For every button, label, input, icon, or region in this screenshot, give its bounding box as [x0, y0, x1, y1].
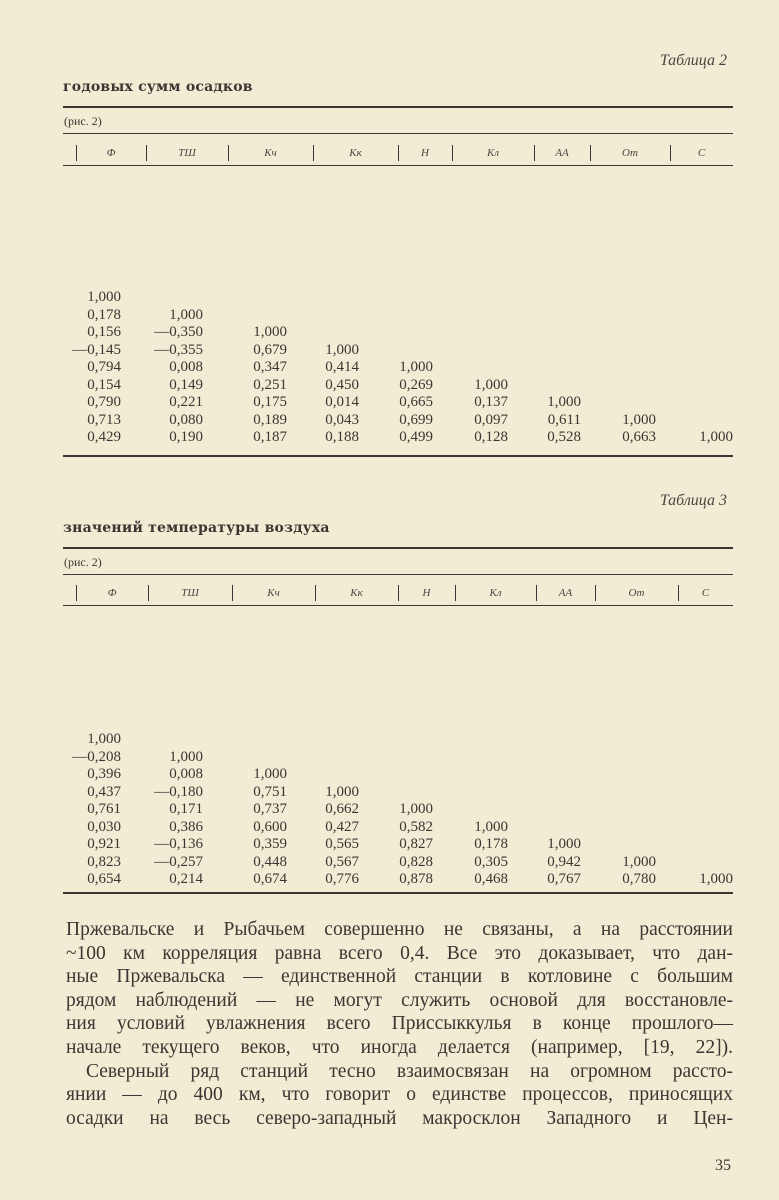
table-cell: 0,611	[547, 411, 581, 428]
table-cell: 0,030	[87, 818, 121, 835]
table-cell: 1,000	[87, 731, 121, 747]
table-cell: 0,662	[325, 801, 359, 817]
table-cell: 0,008	[169, 359, 203, 375]
table-cell: 0,663	[622, 429, 656, 445]
table2-header-rule	[63, 165, 733, 166]
table-cell: 0,171	[169, 801, 203, 817]
page-number: 35	[715, 1157, 731, 1174]
table-cell: 0,921	[87, 836, 121, 852]
table-cell: 0,178	[474, 836, 508, 852]
table-cell: 0,468	[474, 871, 508, 887]
table-cell: 1,000	[399, 801, 433, 817]
table-cell: 0,137	[474, 394, 508, 410]
column-header: АА	[555, 147, 569, 159]
table-cell: 0,429	[87, 429, 121, 445]
table-cell: —0,355	[154, 341, 203, 358]
table-cell: 0,674	[253, 871, 287, 887]
column-header: Кл	[486, 147, 500, 159]
text-line: ния условий увлажнения всего Приссыккулья в конце прошлого—	[66, 1013, 733, 1035]
table-cell: 1,000	[325, 783, 359, 800]
table-cell: 0,780	[622, 871, 656, 887]
table2-title: годовых сумм осадков	[63, 79, 253, 95]
table-cell: 0,823	[87, 853, 121, 870]
text-line: ~100 км корреляция равна всего 0,4. Все это доказывает, что дан-	[66, 942, 733, 964]
table-cell: —0,208	[72, 748, 121, 765]
table-cell: 1,000	[622, 411, 656, 428]
table-cell: 0,600	[253, 818, 287, 835]
table-cell: —0,145	[72, 341, 121, 358]
table-cell: 0,269	[399, 376, 433, 393]
table-cell: 1,000	[169, 306, 203, 323]
table-cell: 0,450	[325, 376, 359, 393]
table-cell: 0,154	[87, 376, 121, 393]
table2-caption: Таблица 2	[659, 52, 727, 69]
table-cell: 1,000	[253, 324, 287, 340]
table-cell: 1,000	[253, 766, 287, 782]
table-cell: 0,014	[325, 394, 359, 410]
table-cell: 1,000	[474, 818, 508, 835]
table3-title: значений температуры воздуха	[63, 520, 330, 536]
table-cell: 0,386	[169, 818, 203, 835]
table-cell: 0,097	[474, 411, 508, 428]
table-cell: 0,767	[547, 871, 581, 887]
table-cell: 1,000	[87, 289, 121, 305]
table-cell: 0,190	[169, 429, 203, 445]
column-header: Ф	[106, 147, 116, 159]
table-cell: 0,414	[325, 359, 359, 375]
table-cell: 0,008	[169, 766, 203, 782]
table-cell: 0,713	[87, 411, 121, 428]
table-cell: 0,156	[87, 324, 121, 340]
column-header: Кк	[350, 587, 363, 599]
table-cell: 0,679	[253, 341, 287, 358]
table-cell: 0,214	[169, 871, 203, 887]
table-cell: 0,942	[547, 853, 581, 870]
table-cell: 1,000	[325, 341, 359, 358]
text-line: Пржевальске и Рыбачьем совершенно не связаны, а на расстоянии	[66, 919, 733, 940]
column-header: Кк	[349, 147, 362, 159]
text-line: осадки на весь северо-западный макросклон Западного и Цен-	[66, 1107, 733, 1129]
table-cell: 0,737	[253, 801, 287, 817]
table-cell: 0,427	[325, 818, 359, 835]
table2-top-rule	[63, 106, 733, 108]
table-cell: 1,000	[699, 429, 733, 445]
table-cell: 1,000	[699, 871, 733, 887]
table-cell: —0,136	[154, 836, 203, 852]
table-cell: 0,149	[169, 376, 203, 393]
column-header: Ф	[107, 587, 117, 599]
table-cell: 0,448	[253, 853, 287, 870]
table-cell: 0,187	[253, 429, 287, 445]
table-cell: 0,499	[399, 429, 433, 445]
table-cell: —0,257	[154, 853, 203, 870]
column-header: От	[628, 587, 645, 599]
table-cell: —0,180	[154, 783, 203, 800]
column-header: АА	[558, 587, 573, 599]
table-cell: 0,790	[87, 394, 121, 410]
table-cell: 1,000	[547, 394, 581, 410]
column-header: ТШ	[181, 587, 199, 599]
table3-rule	[63, 574, 733, 575]
table-cell: 0,827	[399, 836, 433, 852]
column-header: Кч	[267, 587, 280, 599]
table2-bottom-rule	[63, 455, 733, 457]
table-cell: —0,350	[154, 324, 203, 340]
table-cell: 0,699	[399, 411, 433, 428]
table-cell: 1,000	[474, 376, 508, 393]
column-header: Кл	[489, 587, 502, 599]
table-cell: 0,189	[253, 411, 287, 428]
table-cell: 0,221	[169, 394, 203, 410]
table-cell: 0,761	[87, 801, 121, 817]
table-cell: 0,305	[474, 853, 508, 870]
table-cell: 0,437	[87, 783, 121, 800]
text-line: ные Пржевальска — единственной станции в котловине с большим	[66, 966, 733, 988]
table2-rule	[63, 133, 733, 134]
table-cell: 0,794	[87, 359, 121, 375]
table3-caption: Таблица 3	[659, 492, 727, 509]
table-cell: 0,043	[325, 411, 359, 428]
table-cell: 0,828	[399, 853, 433, 870]
column-header: С	[701, 587, 710, 599]
table-cell: 0,878	[399, 871, 433, 887]
table-cell: 0,528	[547, 429, 581, 445]
table-cell: 0,359	[253, 836, 287, 852]
column-header: Н	[422, 587, 431, 599]
table-cell: 0,251	[253, 376, 287, 393]
text-line: рядом наблюдений — не могут служить основой для восстановле-	[66, 989, 733, 1011]
column-header: ТШ	[178, 147, 196, 159]
table3-top-rule	[63, 547, 733, 549]
table-cell: 0,567	[325, 853, 359, 870]
column-header: Н	[421, 147, 429, 159]
table-cell: 0,751	[253, 783, 287, 800]
table-cell: 0,565	[325, 836, 359, 852]
table-cell: 0,080	[169, 411, 203, 428]
column-header: От	[622, 147, 638, 159]
table-cell: 0,188	[325, 429, 359, 445]
table-cell: 0,347	[253, 359, 287, 375]
text-line: Северный ряд станций тесно взаимосвязан на огромном рассто-	[86, 1060, 733, 1082]
table-cell: 1,000	[399, 359, 433, 375]
table-cell: 1,000	[169, 748, 203, 765]
text-line: янии — до 400 км, что говорит о единстве процессов, приносящих	[66, 1084, 733, 1106]
table3-bottom-rule	[63, 892, 733, 894]
table3-subcaption: (рис. 2)	[64, 555, 102, 569]
table-cell: 0,776	[325, 871, 359, 887]
table3-header-rule	[63, 605, 733, 606]
table-cell: 0,582	[399, 818, 433, 835]
table-cell: 0,178	[87, 306, 121, 323]
column-header: Кч	[264, 147, 277, 159]
table-cell: 0,665	[399, 394, 433, 410]
table-cell: 0,654	[87, 871, 121, 887]
table-cell: 0,128	[474, 429, 508, 445]
text-line: начале текущего веков, что иногда делается (например, [19, 22]).	[66, 1037, 733, 1058]
table-cell: 1,000	[622, 853, 656, 870]
table-cell: 0,396	[87, 766, 121, 782]
table-cell: 1,000	[547, 836, 581, 852]
table2-subcaption: (рис. 2)	[64, 114, 102, 128]
table-cell: 0,175	[253, 394, 287, 410]
column-header: С	[697, 147, 706, 159]
